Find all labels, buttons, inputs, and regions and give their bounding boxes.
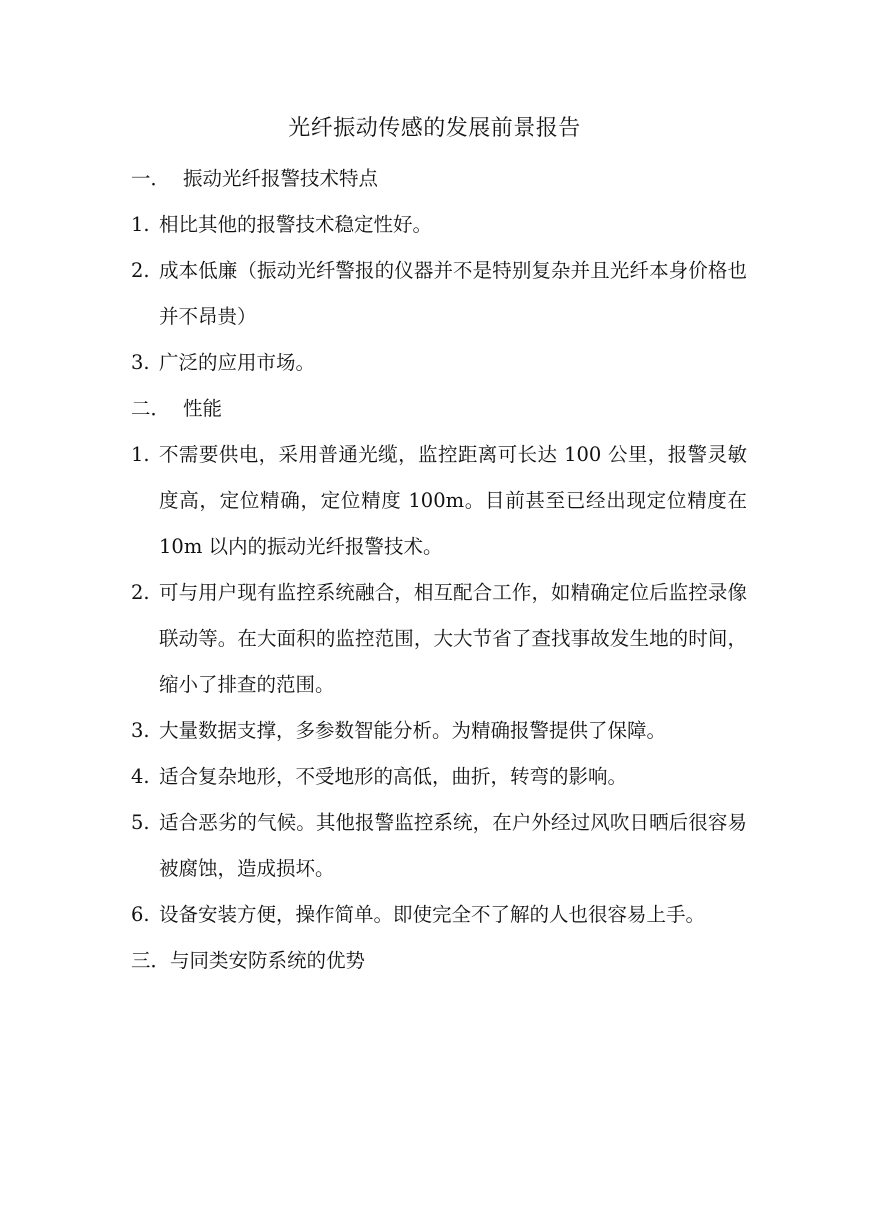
list-item-text: 可与用户现有监控系统融合，相互配合工作，如精确定位后监控录像联动等。在大面积的监控范围，大大节省了查找事故发生地的时间，缩小了排查的范围。 bbox=[159, 581, 747, 696]
list-item-text: 大量数据支撑，多参数智能分析。为精确报警提供了保障。 bbox=[159, 719, 667, 742]
list-item bbox=[131, 248, 747, 340]
list-item bbox=[131, 340, 747, 386]
list-item bbox=[131, 202, 747, 248]
list-item bbox=[131, 708, 747, 754]
list-item-text: 成本低廉（振动光纤警报的仪器并不是特别复杂并且光纤本身价格也并不昂贵） bbox=[159, 259, 747, 328]
section-heading-1 bbox=[131, 156, 747, 202]
document-title: 光纤振动传感的发展前景报告 bbox=[288, 116, 581, 141]
list-item bbox=[131, 432, 747, 570]
list-item-text: 不需要供电，采用普通光缆，监控距离可长达 100 公里，报警灵敏度高，定位精确，定位精度 100m。目前甚至已经出现定位精度在 10m 以内的振动光纤报警技术。 bbox=[159, 443, 747, 558]
section-marker: 三． bbox=[131, 949, 171, 972]
list-item bbox=[131, 570, 747, 708]
section-heading-2 bbox=[131, 386, 747, 432]
list-item-number: 3. bbox=[131, 719, 150, 742]
list-item-number: 1. bbox=[131, 213, 150, 236]
document-body bbox=[131, 156, 747, 984]
section-title: 振动光纤报警技术特点 bbox=[183, 167, 379, 190]
list-item-number: 3. bbox=[131, 351, 150, 374]
list-item-text: 广泛的应用市场。 bbox=[159, 351, 316, 374]
list-item bbox=[131, 800, 747, 892]
list-item bbox=[131, 892, 747, 938]
section-heading-3 bbox=[131, 938, 747, 984]
section-title: 性能 bbox=[183, 397, 223, 420]
list-item-number: 6. bbox=[131, 903, 150, 926]
list-item-number: 2. bbox=[131, 259, 150, 282]
list-item-text: 适合恶劣的气候。其他报警监控系统，在户外经过风吹日晒后很容易被腐蚀，造成损坏。 bbox=[159, 811, 747, 880]
list-item-number: 4. bbox=[131, 765, 150, 788]
list-item-number: 2. bbox=[131, 581, 150, 604]
list-item-text: 相比其他的报警技术稳定性好。 bbox=[159, 213, 433, 236]
list-item-text: 设备安装方便，操作简单。即使完全不了解的人也很容易上手。 bbox=[159, 903, 706, 926]
list-item bbox=[131, 754, 747, 800]
section-marker: 二． bbox=[131, 397, 171, 420]
list-item-text: 适合复杂地形，不受地形的高低，曲折，转弯的影响。 bbox=[159, 765, 628, 788]
section-marker: 一． bbox=[131, 167, 171, 190]
list-item-number: 5. bbox=[131, 811, 150, 834]
list-item-number: 1. bbox=[131, 443, 150, 466]
section-title: 与同类安防系统的优势 bbox=[170, 949, 366, 972]
